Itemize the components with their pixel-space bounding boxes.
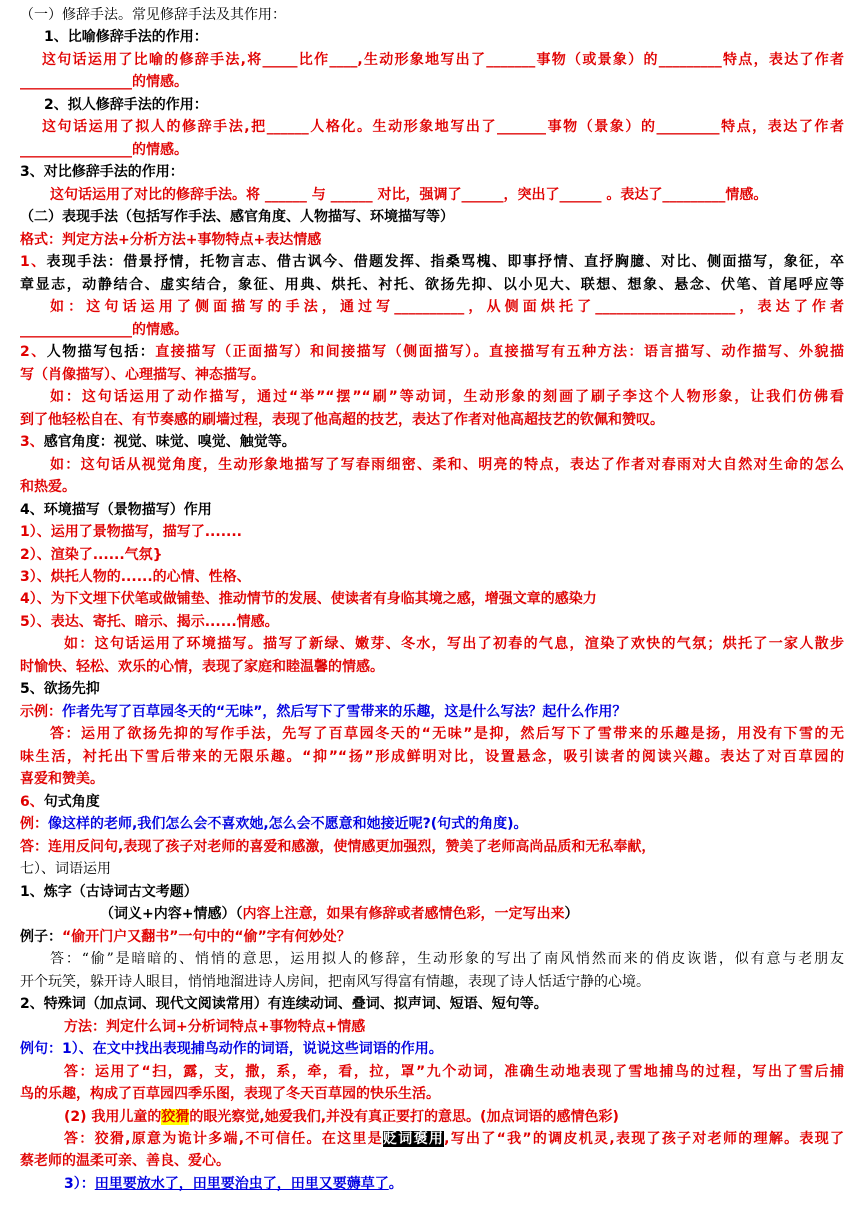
doc-line	[20, 903, 844, 926]
line-text: 开个玩笑，躲开诗人眼目，悄悄地溜进诗人房间，把南风写得富有情趣，表现了诗人恬适宁静的心境。	[20, 973, 650, 990]
line-text: 像这样的老师,我们怎么会不喜欢她,怎么会不愿意和她接近呢?(句式的角度)。	[48, 816, 528, 833]
line-text: 人物描写包括：	[46, 344, 156, 361]
line-text: 如：这句话运用了环境描写。描写了新绿、嫩芽、冬水，写出了初春的气息，渲染了欢快的气氛；烘托了一家人散步	[64, 636, 844, 653]
line-text: ,写出了“我”的调皮机灵,表现了孩子对老师的理解。表现了	[444, 1131, 844, 1147]
doc-line	[20, 71, 844, 94]
line-text: 如：这句话运用了动作描写，通过“举”“摆”“刷”等动词，生动形象的刻画了刷子李这个人物形象，让我们仿佛看	[50, 389, 844, 406]
doc-line	[20, 296, 844, 319]
doc-line	[20, 656, 844, 679]
doc-line	[20, 274, 844, 297]
doc-line	[20, 588, 844, 611]
doc-line	[20, 116, 844, 139]
doc-line	[20, 319, 844, 342]
line-text: 的眼光察觉,她爱我们,并没有真正要打的意思。(加点词语的感情色彩)	[189, 1108, 619, 1125]
line-text: 如：这句话从视觉角度，生动形象地描写了写春雨细密、柔和、明亮的特点，表达了作者对春雨对大自然对生命的怎么	[50, 456, 844, 473]
doc-line	[20, 1150, 844, 1173]
doc-line	[20, 26, 844, 49]
line-text: 这句话运用了比喻的修辞手法,将_____比作____,生动形象地写出了_______事物（或景象）的_________特点，表达了作者	[42, 51, 844, 68]
line-text: 喜爱和赞美。	[20, 771, 104, 788]
line-text: 2、特殊词（加点词、现代文阅读常用）有连续动词、叠词、拟声词、短语、短句等。	[20, 996, 548, 1013]
doc-line	[20, 229, 844, 252]
doc-line	[20, 251, 844, 274]
doc-line	[20, 1038, 844, 1061]
line-text: 1、炼字（古诗词古文考题）	[20, 883, 198, 900]
line-text: 贬词褒用	[383, 1131, 445, 1147]
line-text: ________________的情感。	[20, 141, 188, 158]
doc-line	[20, 521, 844, 544]
line-text: 例子：	[20, 928, 62, 945]
line-text: 田里要放水了，田里要治虫了，田里又要薅草了	[94, 1175, 389, 1192]
line-text: 狡猾	[161, 1108, 190, 1125]
line-text: 1、比喻修辞手法的作用：	[44, 29, 208, 46]
line-text: 写（肖像描写）、心理描写、神态描写。	[20, 366, 265, 383]
doc-line	[20, 341, 844, 364]
line-text: （词义+内容+情感）（	[100, 906, 243, 923]
line-text: 3、	[20, 434, 44, 451]
doc-line	[20, 701, 844, 724]
line-text: ________________的情感。	[20, 321, 188, 338]
doc-line	[20, 184, 844, 207]
doc-line	[20, 633, 844, 656]
line-text: 4、环境描写（景物描写）作用	[20, 501, 212, 518]
line-text: 例句：1）、在文中找出表现捕鸟动作的词语，说说这些词语的作用。	[20, 1041, 443, 1058]
doc-line	[20, 454, 844, 477]
line-text: 2、拟人修辞手法的作用：	[44, 96, 208, 113]
line-text: 和热爱。	[20, 479, 76, 496]
doc-line	[20, 1106, 844, 1129]
line-text: 答：“偷”是暗暗的、悄悄的意思，运用拟人的修辞，生动形象的写出了南风悄然而来的俏皮诙谐，似有意与老朋友	[50, 951, 844, 968]
doc-line	[20, 431, 844, 454]
line-text: ________________的情感。	[20, 74, 188, 91]
line-text: 答：运用了“扫，露，支，撒，系，牵，看，拉，罩”九个动词，准确生动地表现了雪地捕鸟的过程，写出了雪后捕	[64, 1063, 844, 1080]
doc-line	[20, 858, 844, 881]
line-text: 这句话运用了对比的修辞手法。将 ______ 与 ______ 对比，强调了______，突出了______ 。表达了_________情感。	[50, 186, 768, 203]
line-text: 句式角度	[43, 793, 100, 810]
line-text: 格式：判定方法+分析方法+事物特点+表达情感	[20, 231, 322, 248]
line-text: 这句话运用了拟人的修辞手法,把______人格化。生动形象地写出了_______事物（景象）的_________特点，表达了作者	[42, 119, 844, 136]
doc-line	[20, 1173, 844, 1196]
doc-line	[20, 1016, 844, 1039]
line-text: 感官角度：视觉、味觉、嗅觉、触觉等。	[43, 434, 296, 451]
line-text: 直接描写（正面描写）和间接描写（侧面描写）。直接描写有五种方法：语言描写、动作描写、外貌描	[155, 344, 844, 361]
line-text: 6、	[20, 793, 44, 810]
doc-line	[20, 813, 844, 836]
line-text: (2) 我用儿童的	[64, 1108, 162, 1125]
doc-line	[20, 993, 844, 1016]
line-text: 3）、烘托人物的......的心情、性格、	[20, 569, 251, 585]
doc-line	[20, 409, 844, 432]
line-text: 章显志，动静结合、虚实结合，象征、用典、烘托、衬托、欲扬先抑、以小见大、联想、想象、悬念、伏笔、首尾呼应等	[20, 276, 844, 293]
doc-line	[20, 791, 844, 814]
doc-line	[20, 4, 844, 27]
line-text: 1）、运用了景物描写，描写了.......	[20, 524, 242, 541]
line-text: 时愉快、轻松、欢乐的心情，表现了家庭和睦温馨的情感。	[20, 658, 384, 675]
line-text: 表现手法：借景抒情，托物言志、借古讽今、借题发挥、指桑骂槐、即事抒情、直抒胸臆、对比、侧面描写，象征，卒	[46, 254, 844, 271]
doc-line	[20, 836, 844, 859]
doc-line	[20, 49, 844, 72]
doc-line	[20, 1061, 844, 1084]
doc-line	[20, 611, 844, 634]
doc-line	[20, 206, 844, 229]
line-text: 鸟的乐趣，构成了百草园四季乐图，表现了冬天百草园的快乐生活。	[20, 1086, 440, 1103]
doc-line	[20, 1083, 844, 1106]
doc-line	[20, 881, 844, 904]
line-text: 2）、渲染了......气氛}	[20, 546, 163, 563]
doc-line	[20, 768, 844, 791]
line-text: 答：连用反问句,表现了孩子对老师的喜爱和感激，使情感更加强烈，赞美了老师高尚品质和无私奉献，	[20, 838, 656, 855]
line-text: 例：	[20, 816, 48, 833]
line-text: 如：这句话运用了侧面描写的手法，通过写__________，从侧面烘托了____________________，表达了作者	[50, 299, 844, 316]
doc-line	[20, 161, 844, 184]
line-text: 内容上注意，如果有修辞或者感情色彩，一定写出来	[242, 906, 565, 923]
line-text: 。	[388, 1175, 403, 1192]
line-text: 1、	[20, 254, 47, 271]
doc-line	[20, 544, 844, 567]
line-text: 作者先写了百草园冬天的“无味”，然后写下了雪带来的乐趣，这是什么写法？起什么作用？	[62, 703, 627, 720]
line-text: 味生活，衬托出下雪后带来的无限乐趣。“抑”“扬”形成鲜明对比，设置悬念，吸引读者的阅读兴趣。表达了对百草园的	[20, 748, 844, 765]
line-text: 示例：	[20, 703, 62, 720]
doc-line	[20, 499, 844, 522]
doc-line	[20, 476, 844, 499]
doc-line	[20, 926, 844, 949]
line-text: 5）、表达、寄托、暗示、揭示......情感。	[20, 613, 279, 630]
doc-line	[20, 1128, 844, 1151]
doc-line	[20, 139, 844, 162]
doc-line	[20, 971, 844, 994]
line-text: 答：狡猾,原意为诡计多端,不可信任。在这里是	[64, 1131, 383, 1147]
doc-line	[20, 386, 844, 409]
doc-line	[20, 948, 844, 971]
line-text: 七）、词语运用	[20, 861, 111, 878]
line-text: （二）表现手法（包括写作手法、感官角度、人物描写、环境描写等）	[20, 209, 454, 226]
doc-line	[20, 723, 844, 746]
line-text: 3、对比修辞手法的作用：	[20, 164, 184, 181]
line-text: ）	[564, 906, 579, 923]
line-text: 2、	[20, 344, 47, 361]
line-text: 3）：	[64, 1175, 95, 1192]
doc-line	[20, 746, 844, 769]
line-text: 5、欲扬先抑	[20, 681, 100, 698]
doc-line	[20, 678, 844, 701]
line-text: 4）、为下文埋下伏笔或做铺垫、推动情节的发展、使读者有身临其境之感，增强文章的感染力	[20, 591, 597, 608]
line-text: 到了他轻松自在、有节奏感的刷墙过程，表现了他高超的技艺，表达了作者对他高超技艺的钦佩和赞叹。	[20, 411, 664, 428]
line-text: 方法：判定什么词+分析词特点+事物特点+情感	[64, 1018, 366, 1035]
line-text: （一）修辞手法。常见修辞手法及其作用：	[20, 7, 286, 23]
doc-line	[20, 566, 844, 589]
line-text: “偷开门户又翻书”一句中的“偷”字有何妙处？	[62, 928, 351, 945]
doc-line	[20, 94, 844, 117]
line-text: 答：运用了欲扬先抑的写作手法，先写了百草园冬天的“无味”是抑，然后写下了雪带来的乐趣是扬，用没有下雪的无	[50, 726, 844, 743]
doc-line	[20, 364, 844, 387]
line-text: 蔡老师的温柔可亲、善良、爱心。	[20, 1153, 230, 1170]
